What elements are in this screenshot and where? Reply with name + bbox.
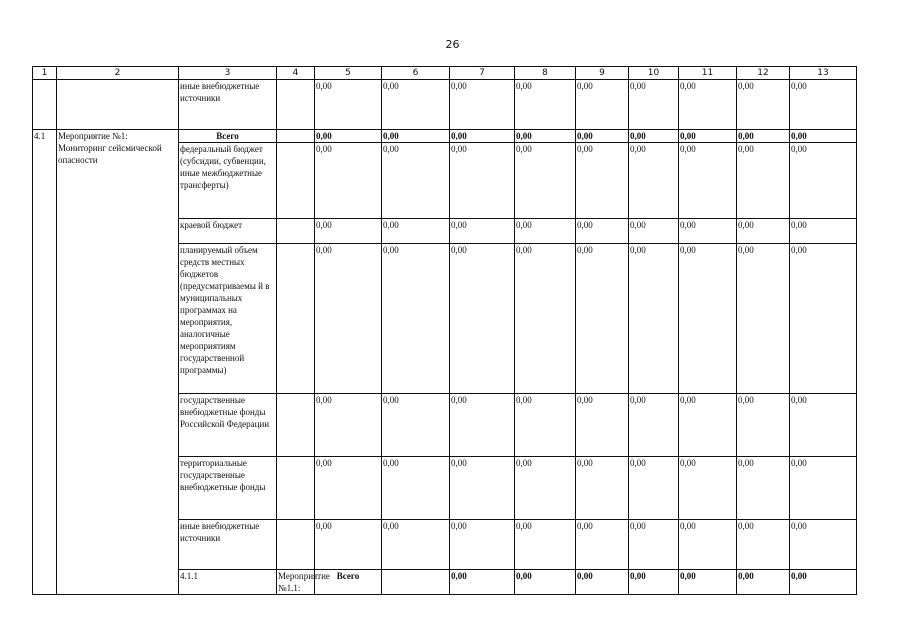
funding-source-cell: территориальные государственные внебюджетные фонды	[179, 457, 277, 520]
value-cell: 0,00	[450, 244, 515, 394]
column-number-header: 8	[515, 67, 576, 80]
value-cell: 0,00	[515, 244, 576, 394]
value-cell: 0,00	[315, 80, 382, 130]
row-name-cell	[57, 80, 179, 130]
value-cell: 0,00	[576, 570, 629, 595]
column-number-header: 12	[737, 67, 790, 80]
value-cell: 0,00	[679, 570, 737, 595]
value-cell: 0,00	[790, 143, 857, 219]
empty-cell	[277, 244, 315, 394]
value-cell: 0,00	[737, 130, 790, 143]
funding-source-cell: иные внебюджетные источники	[179, 520, 277, 570]
value-cell: 0,00	[737, 394, 790, 457]
value-cell: 0,00	[629, 80, 679, 130]
value-cell: 0,00	[737, 143, 790, 219]
empty-cell	[277, 143, 315, 219]
column-number-header: 2	[57, 67, 179, 80]
empty-cell	[277, 80, 315, 130]
value-cell: 0,00	[515, 457, 576, 520]
value-cell: 0,00	[515, 570, 576, 595]
column-number-header: 10	[629, 67, 679, 80]
value-cell: 0,00	[382, 143, 450, 219]
column-number-header: 4	[277, 67, 315, 80]
row-name-cell: Мероприятие №1: Мониторинг сейсмической опасности	[57, 130, 179, 595]
table-row	[33, 80, 857, 130]
value-cell: 0,00	[629, 244, 679, 394]
value-cell: 0,00	[629, 130, 679, 143]
value-cell: 0,00	[576, 394, 629, 457]
value-cell: 0,00	[515, 80, 576, 130]
value-cell: 0,00	[450, 130, 515, 143]
value-cell: 0,00	[315, 520, 382, 570]
value-cell: 0,00	[576, 80, 629, 130]
value-cell: 0,00	[315, 143, 382, 219]
value-cell: 0,00	[382, 244, 450, 394]
funding-source-cell: Всего	[315, 570, 382, 595]
value-cell: 0,00	[576, 457, 629, 520]
column-number-header: 11	[679, 67, 737, 80]
value-cell: 0,00	[629, 219, 679, 244]
value-cell: 0,00	[315, 244, 382, 394]
row-number-cell: 4.1	[33, 130, 57, 595]
value-cell: 0,00	[450, 219, 515, 244]
funding-source-cell: иные внебюджетные источники	[179, 80, 277, 130]
value-cell: 0,00	[629, 143, 679, 219]
value-cell: 0,00	[382, 80, 450, 130]
value-cell: 0,00	[629, 394, 679, 457]
value-cell: 0,00	[382, 457, 450, 520]
value-cell: 0,00	[790, 219, 857, 244]
funding-source-cell: Всего	[179, 130, 277, 143]
value-cell: 0,00	[737, 520, 790, 570]
value-cell: 0,00	[450, 80, 515, 130]
page-number: 26	[445, 38, 460, 51]
value-cell: 0,00	[679, 520, 737, 570]
empty-cell	[382, 570, 450, 595]
column-number-header: 3	[179, 67, 277, 80]
value-cell: 0,00	[679, 394, 737, 457]
value-cell: 0,00	[382, 394, 450, 457]
value-cell: 0,00	[679, 130, 737, 143]
value-cell: 0,00	[679, 457, 737, 520]
value-cell: 0,00	[450, 457, 515, 520]
value-cell: 0,00	[315, 457, 382, 520]
value-cell: 0,00	[629, 520, 679, 570]
value-cell: 0,00	[450, 520, 515, 570]
funding-source-cell: государственные внебюджетные фонды Российской Федерации	[179, 394, 277, 457]
value-cell: 0,00	[790, 520, 857, 570]
empty-cell	[277, 219, 315, 244]
value-cell: 0,00	[790, 457, 857, 520]
value-cell: 0,00	[576, 130, 629, 143]
column-number-header-row	[33, 67, 857, 80]
value-cell: 0,00	[790, 80, 857, 130]
column-number-header: 13	[790, 67, 857, 80]
value-cell: 0,00	[515, 130, 576, 143]
value-cell: 0,00	[790, 244, 857, 394]
value-cell: 0,00	[679, 244, 737, 394]
value-cell: 0,00	[737, 80, 790, 130]
value-cell: 0,00	[737, 570, 790, 595]
value-cell: 0,00	[382, 219, 450, 244]
value-cell: 0,00	[737, 244, 790, 394]
funding-source-cell: планируемый объем средств местных бюджетов (предусматриваемы й в муниципальных программах на мероприятия, аналогичные мероприятиям государственной программы)	[179, 244, 277, 394]
row-name-cell: Мероприятие №1.1:	[278, 571, 330, 593]
funding-source-cell: краевой бюджет	[179, 219, 277, 244]
value-cell: 0,00	[315, 130, 382, 143]
value-cell: 0,00	[450, 143, 515, 219]
funding-source-cell: федеральный бюджет (субсидии, субвенции, иные межбюджетные трансферты)	[179, 143, 277, 219]
value-cell: 0,00	[515, 394, 576, 457]
value-cell: 0,00	[576, 244, 629, 394]
value-cell: 0,00	[629, 570, 679, 595]
value-cell: 0,00	[679, 219, 737, 244]
value-cell: 0,00	[315, 219, 382, 244]
value-cell: 0,00	[382, 130, 450, 143]
value-cell: 0,00	[315, 394, 382, 457]
empty-cell	[277, 394, 315, 457]
value-cell: 0,00	[790, 130, 857, 143]
budget-table	[32, 66, 857, 595]
value-cell: 0,00	[629, 457, 679, 520]
column-number-header: 1	[33, 67, 57, 80]
empty-cell	[277, 520, 315, 570]
value-cell: 0,00	[679, 80, 737, 130]
value-cell: 0,00	[737, 457, 790, 520]
value-cell: 0,00	[450, 394, 515, 457]
column-number-header: 5	[315, 67, 382, 80]
value-cell: 0,00	[576, 219, 629, 244]
value-cell: 0,00	[450, 570, 515, 595]
value-cell: 0,00	[576, 520, 629, 570]
row-number-cell: 4.1.1	[179, 570, 277, 595]
value-cell: 0,00	[790, 570, 857, 595]
value-cell: 0,00	[382, 520, 450, 570]
column-number-header: 7	[450, 67, 515, 80]
value-cell: 0,00	[576, 143, 629, 219]
value-cell: 0,00	[515, 520, 576, 570]
row-number-cell	[33, 80, 57, 130]
empty-cell	[277, 130, 315, 143]
value-cell: 0,00	[515, 219, 576, 244]
column-number-header: 6	[382, 67, 450, 80]
value-cell: 0,00	[679, 143, 737, 219]
value-cell: 0,00	[515, 143, 576, 219]
value-cell: 0,00	[790, 394, 857, 457]
table-row	[33, 130, 857, 143]
value-cell: 0,00	[737, 219, 790, 244]
column-number-header: 9	[576, 67, 629, 80]
empty-cell	[277, 457, 315, 520]
